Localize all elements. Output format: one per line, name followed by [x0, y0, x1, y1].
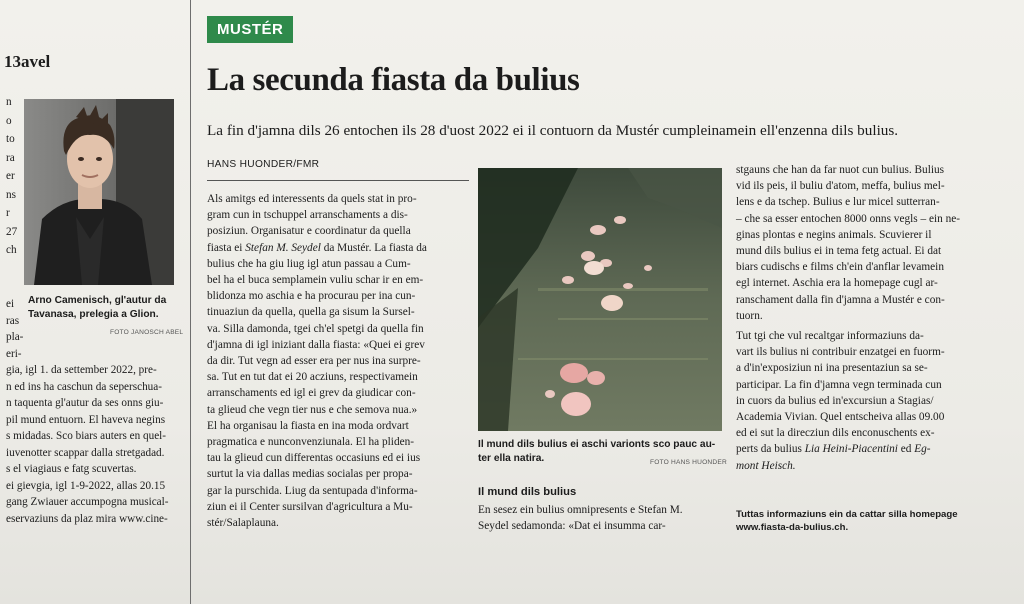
text-line: ginas plontas e negins animals. Scuvierer il: [736, 228, 932, 241]
text-line: ziun ei il Center sursilvan d'agricultura a Mu-: [207, 500, 413, 513]
author-portrait: [24, 99, 174, 285]
left-text-line: gang Zwiauer accumpogna musical-: [6, 496, 169, 508]
text-line: tuorn.: [736, 309, 763, 322]
portrait-caption: Arno Camenisch, gl'autur da Tavanasa, prelegia a Glion.: [28, 295, 167, 321]
text-line: vid ils peis, il buliu d'atom, meffa, bulius mel-: [736, 180, 945, 193]
text-line: ranschament dalla fin d'jamna a Mustér e con-: [736, 293, 945, 306]
left-text-line: iuvenotter scappar dalla stretgadad.: [6, 447, 165, 459]
text-line: gar la purschida. Liug da sentupada d'informa-: [207, 484, 418, 497]
section-label: MUSTÉR: [207, 16, 293, 43]
subheading: Il mund dils bulius: [478, 486, 577, 498]
homepage-note: [736, 509, 958, 534]
photo-credit: FOTO HANS HUONDER: [650, 459, 727, 466]
text-line: – che sa esser entochen 8000 onns vegls – ein ne-: [736, 212, 960, 225]
text-line: bel ha el buca semplamein vuliu schar ir en em-: [207, 274, 424, 287]
left-text-line: gia, igl 1. da settember 2022, pre-: [6, 364, 157, 376]
left-text-line: ei: [6, 298, 15, 310]
text-line: d'jamna di igl iniziant dalla fiasta: «Quei ei grev: [207, 338, 425, 351]
text-line: da dir. Tut vegn ad esser era per nus ina surpre-: [207, 355, 421, 368]
left-text-line: eservaziuns da plaz mira www.cine-: [6, 513, 168, 525]
text-line: ta glieud che vegn tier nus e che semova nua.»: [207, 403, 418, 416]
margin-fragment: ra: [6, 151, 15, 164]
text-line: stér/Salaplauna.: [207, 517, 279, 530]
left-text-line: ei gievgia, igl 1-9-2022, allas 20.15: [6, 480, 166, 492]
text-line: surtut la via dallas medias socialas per propa-: [207, 468, 413, 481]
text-line: sa. Tut en tut dat ei 20 acziuns, respectivamein: [207, 371, 418, 384]
left-text-line: pla-: [6, 331, 24, 343]
text-line: va. Silla damonda, tgei ch'el spetgi da quella fin: [207, 322, 424, 335]
text-line: stgauns che han da far nuot cun bulius. Bulius: [736, 164, 945, 176]
left-text-line: pil mund entuorn. El haveva negins: [6, 414, 166, 426]
text-line: Seydel sedamonda: «Dat ei insumma car-: [478, 520, 666, 533]
text-line: a d'in'exposiziun ni ina presentaziun sa se-: [736, 362, 928, 375]
left-text-line: s el viagiaus e fatg scuvertas.: [6, 463, 137, 475]
text-line: fiasta ei Stefan M. Seydel da Mustér. La fiasta da: [207, 241, 427, 254]
text-line: egl internet. Aschia era la homepage cugl ar-: [736, 277, 938, 290]
text-line: gram cun in tschuppel arranschaments a dis-: [207, 209, 408, 222]
text-line: participar. La fin d'jamna vegn terminada cun: [736, 378, 942, 391]
text-line: tinuaziun da quella, quella ga sisum la Sursel-: [207, 306, 415, 319]
margin-fragment: ns: [6, 188, 16, 201]
text-line: pragmatica e nunconvenziunala. El ha pliden-: [207, 436, 415, 449]
article-column-3: [736, 162, 960, 474]
text-line: vart ils bulius ni contribuir enzatgei en fuorm-: [736, 346, 945, 359]
portrait-credit: FOTO JANOSCH ABEL: [110, 329, 184, 336]
text-line: Academia Vivian. Quel entscheiva allas 09.00: [736, 411, 945, 424]
byline: HANS HUONDER/FMR: [207, 159, 320, 170]
text-line: Als amitgs ed interessents da quels stat in pro-: [207, 193, 417, 205]
headline: La secunda fiasta da bulius: [207, 62, 580, 98]
text-line: lens e da tschep. Bulius e lur micel sutterran-: [736, 196, 940, 209]
text-line: mont Heisch.: [736, 459, 796, 472]
text-line: tau la glieud cun differentas occasiuns ed ei ius: [207, 452, 421, 465]
date-fragment: 13avel: [4, 52, 51, 71]
text-line: arranschaments ed igl ei grev da giudicar con-: [207, 387, 416, 400]
text-line: mund dils bulius ei in tema fetg actual. Ei dat: [736, 245, 942, 258]
left-text-line: n ed ins ha caschun da seperschua-: [6, 381, 162, 393]
note-line: www.fiasta-da-bulius.ch.: [736, 521, 849, 533]
left-text-line: ras: [6, 315, 20, 327]
article-column-2: [478, 502, 683, 534]
left-text-line: n taquenta gl'autur da ses onns giu-: [6, 397, 164, 409]
text-line: bulius che ha giu liug igl atun passau a Cum-: [207, 257, 411, 270]
margin-fragment: o: [6, 114, 12, 127]
caption-line: Il mund dils bulius ei aschi varionts sco pauc au-: [478, 439, 716, 450]
text-line: El ha organisau la fiasta en ina moda ordvart: [207, 419, 409, 432]
note-line: Tuttas informaziuns ein da cattar silla homepage: [736, 509, 958, 520]
text-line: blidonza mo aschia e ha procurau per ina cun-: [207, 290, 416, 303]
text-line: in cuors da bulius ed in'excursiun a Stagias/: [736, 394, 934, 407]
left-text-line: eri-: [6, 348, 22, 360]
mushroom-photo: [478, 168, 722, 431]
article-column-1: [207, 191, 427, 531]
text-line: Tut tgi che vul recaltgar informaziuns da-: [736, 330, 924, 343]
caption-line: ter ella natira.: [478, 453, 545, 465]
margin-fragment: n: [6, 96, 12, 108]
margin-fragment: ch: [6, 244, 17, 256]
text-line: En sesez ein bulius omnipresents e Stefan M.: [478, 504, 683, 516]
margin-fragment: 27: [6, 225, 18, 238]
lead-paragraph: La fin d'jamna dils 26 entochen ils 28 d'uost 2022 ei il contuorn da Mustér cumpleinamein ell'enzenna dils bulius.: [207, 122, 899, 139]
margin-fragment: to: [6, 133, 15, 145]
byline-rule: [207, 180, 469, 181]
text-line: posiziun. Organisatur e coordinatur da quella: [207, 225, 411, 238]
margin-fragment: er: [6, 170, 15, 182]
left-text-line: s midadas. Sco biars auters en quel-: [6, 430, 167, 442]
text-line: ed ei sut la direcziun dils enconuschents ex-: [736, 427, 935, 440]
text-line: perts da bulius Lia Heini-Piacentini ed Eg-: [736, 443, 931, 456]
column-divider: [190, 0, 191, 604]
margin-fragment: r: [6, 207, 10, 219]
text-line: biars cudischs e films ch'ein d'anflar levamein: [736, 261, 944, 274]
